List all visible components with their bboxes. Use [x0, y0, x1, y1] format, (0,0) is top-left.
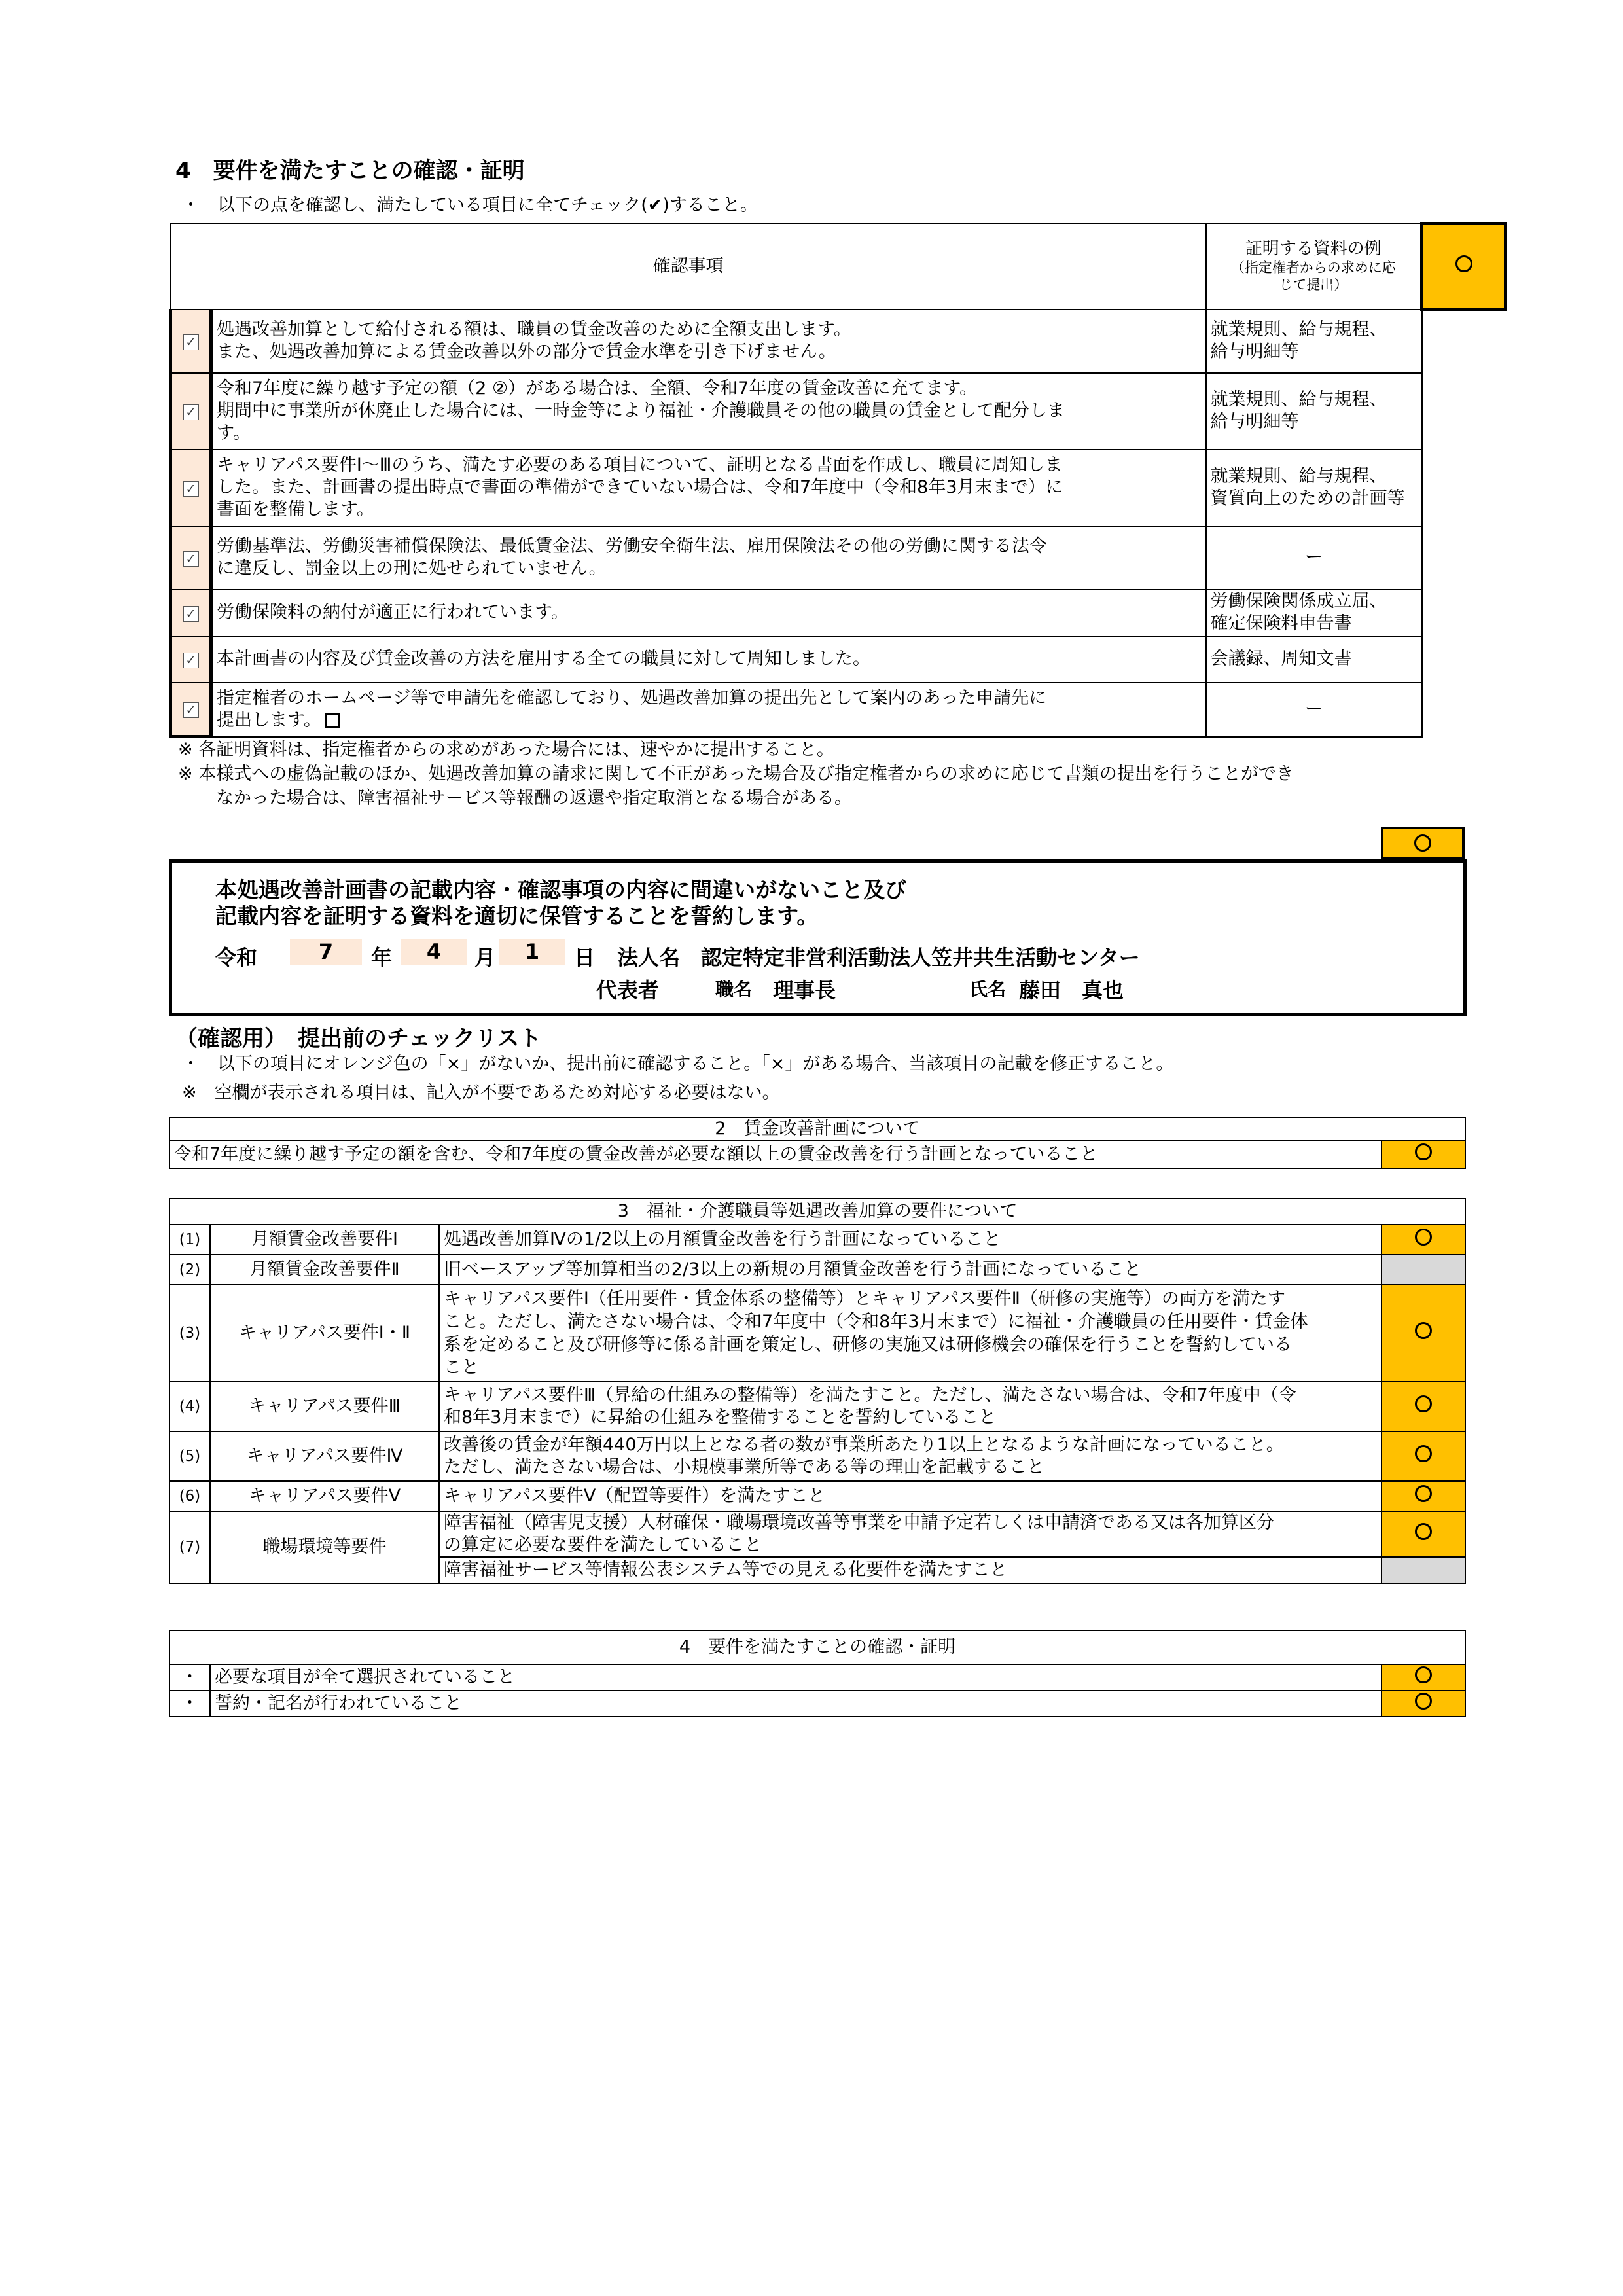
row-result: [1382, 1382, 1465, 1431]
confirm-item: 本計画書の内容及び賃金改善の方法を雇用する全ての職員に対して周知しました。: [211, 636, 1206, 683]
sec4-result: [1382, 1664, 1465, 1691]
sec4-item: 必要な項目が全て選択されていること: [210, 1664, 1382, 1691]
pledge-line-1: 本処遇改善計画書の記載内容・確認事項の内容に間違いがないこと及び: [215, 877, 906, 903]
row-desc: キャリアパス要件Ⅲ（昇給の仕組みの整備等）を満たすこと。ただし、満たさない場合は、令和7年度中（令 和8年3月末まで）に昇給の仕組みを整備することを誓約していること: [439, 1382, 1382, 1431]
pledge-line-2: 記載内容を証明する資料を適切に保管することを誓約します。: [215, 903, 819, 929]
month-label: 月: [474, 945, 496, 970]
row-label: 月額賃金改善要件Ⅰ: [210, 1225, 439, 1255]
row-result: [1382, 1225, 1465, 1255]
section-intro: ・ 以下の点を確認し、満たしている項目に全てチェック(✔)すること。: [182, 195, 758, 215]
circle-icon: [1415, 1666, 1432, 1683]
row-result-empty: [1382, 1557, 1465, 1583]
doc-example: 就業規則、給与規程、 給与明細等: [1206, 373, 1422, 450]
sec4-result: [1382, 1691, 1465, 1717]
checklist-title: （確認用） 提出前のチェックリスト: [175, 1026, 542, 1052]
row-label: キャリアパス要件Ⅰ・Ⅱ: [210, 1285, 439, 1382]
checkbox[interactable]: ✓: [183, 481, 199, 497]
sec2-title: 2 賃金改善計画について: [169, 1117, 1465, 1141]
sec4-title: 4 要件を満たすことの確認・証明: [169, 1630, 1465, 1664]
note-3: なかった場合は、障害福祉サービス等報酬の返還や指定取消となる場合がある。: [216, 788, 852, 808]
check-cell[interactable]: [171, 310, 211, 373]
checklist-sec3: [169, 1198, 1466, 1584]
header-item: 確認事項: [171, 224, 1206, 310]
checklist-note-1: ・ 以下の項目にオレンジ色の「×」がないか、提出前に確認すること。「×」がある場合、当該項目の記載を修正すること。: [182, 1054, 1174, 1074]
year-field[interactable]: 7: [290, 939, 362, 965]
row-label: 月額賃金改善要件Ⅱ: [210, 1255, 439, 1285]
check-cell[interactable]: [171, 590, 211, 636]
confirmation-table: [169, 222, 1507, 738]
circle-icon: [1415, 1322, 1432, 1339]
row-result: [1382, 1511, 1465, 1557]
row-desc: 障害福祉サービス等情報公表システム等での見える化要件を満たすこと: [439, 1557, 1382, 1583]
check-cell[interactable]: [171, 450, 211, 526]
row-label: キャリアパス要件Ⅲ: [210, 1382, 439, 1431]
doc-example: 就業規則、給与規程、 給与明細等: [1206, 310, 1422, 373]
rep-label: 代表者: [596, 978, 660, 1003]
sec4-item: 誓約・記名が行われていること: [210, 1691, 1382, 1717]
circle-icon: [1415, 1523, 1432, 1540]
row-desc: キャリアパス要件Ⅴ（配置等要件）を満たすこと: [439, 1481, 1382, 1511]
check-cell[interactable]: [171, 373, 211, 450]
day-label: 日: [574, 945, 596, 970]
row-desc: 旧ベースアップ等加算相当の2/3以上の新規の月額賃金改善を行う計画になっていること: [439, 1255, 1382, 1285]
row-num: (1): [169, 1225, 210, 1255]
row-desc: 処遇改善加算Ⅳの1/2以上の月額賃金改善を行う計画になっていること: [439, 1225, 1382, 1255]
circle-icon: [1414, 834, 1431, 852]
bullet: ・: [169, 1691, 210, 1717]
confirm-item: キャリアパス要件Ⅰ～Ⅲのうち、満たす必要のある項目について、証明となる書面を作成し、職員に周知しま した。また、計画書の提出時点で書面の準備ができていない場合は、令和7年度中（令和8年3月末まで）に 書面を整備します。: [211, 450, 1206, 526]
row-desc: キャリアパス要件Ⅰ（任用要件・賃金体系の整備等）とキャリアパス要件Ⅱ（研修の実施等）の両方を満たす こと。ただし、満たさない場合は、令和7年度中（令和8年3月末まで）に福祉・介護職員の任用要件・賃金体 系を定めること及び研修等に係る計画を策定し、研修の実施又は研修機会の確保を行うことを誓約している こと: [439, 1285, 1382, 1382]
doc-example: 就業規則、給与規程、 資質向上のための計画等: [1206, 450, 1422, 526]
row-num: (4): [169, 1382, 210, 1431]
row-num: (7): [169, 1511, 210, 1583]
check-cell[interactable]: [171, 683, 211, 737]
row-result: [1382, 1431, 1465, 1481]
section-title: 4 要件を満たすことの確認・証明: [175, 158, 525, 184]
row-num: (3): [169, 1285, 210, 1382]
day-field[interactable]: 1: [499, 939, 565, 965]
checkbox[interactable]: ✓: [183, 404, 199, 420]
title-label: 職名: [715, 978, 753, 1000]
row-label: 職場環境等要件: [210, 1511, 439, 1583]
row-result: [1382, 1285, 1465, 1382]
overall-result: [1422, 224, 1506, 310]
doc-example: ー: [1206, 683, 1422, 737]
checkbox[interactable]: ✓: [183, 334, 199, 350]
circle-icon: [1415, 1445, 1432, 1462]
year-label: 年: [371, 945, 393, 970]
title-value[interactable]: 理事長: [773, 978, 836, 1003]
corp-label: 法人名: [617, 945, 681, 970]
sec3-title: 3 福祉・介護職員等処遇改善加算の要件について: [169, 1198, 1465, 1225]
sec2-item: 令和7年度に繰り越す予定の額を含む、令和7年度の賃金改善が必要な額以上の賃金改善を行う計画となっていること: [169, 1141, 1382, 1168]
checklist-note-2: ※ 空欄が表示される項目は、記入が不要であるため対応する必要はない。: [182, 1083, 780, 1103]
square-icon: [325, 713, 340, 728]
sec2-result: [1382, 1141, 1465, 1168]
row-desc: 改善後の賃金が年額440万円以上となる者の数が事業所あたり1以上となるような計画になっていること。 ただし、満たさない場合は、小規模事業所等である等の理由を記載すること: [439, 1431, 1382, 1481]
circle-icon: [1455, 255, 1472, 272]
row-num: (6): [169, 1481, 210, 1511]
confirm-item: 指定権者のホームページ等で申請先を確認しており、処遇改善加算の提出先として案内のあった申請先に 提出します。: [211, 683, 1206, 737]
checkbox[interactable]: ✓: [183, 606, 199, 622]
row-num: (2): [169, 1255, 210, 1285]
pledge-result: [1381, 827, 1465, 859]
circle-icon: [1415, 1229, 1432, 1246]
confirm-item: 労働保険料の納付が適正に行われています。: [211, 590, 1206, 636]
note-2: ※ 本様式への虚偽記載のほか、処遇改善加算の請求に関して不正があった場合及び指定権者からの求めに応じて書類の提出を行うことができ: [178, 764, 1294, 784]
doc-example: ー: [1206, 526, 1422, 590]
confirm-item: 処遇改善加算として給付される額は、職員の賃金改善のために全額支出します。 また、処遇改善加算による賃金改善以外の部分で賃金水準を引き下げません。: [211, 310, 1206, 373]
bullet: ・: [169, 1664, 210, 1691]
confirm-item: 労働基準法、労働災害補償保険法、最低賃金法、労働安全衛生法、雇用保険法その他の労働に関する法令 に違反し、罰金以上の刑に処せられていません。: [211, 526, 1206, 590]
circle-icon: [1415, 1395, 1432, 1412]
name-value[interactable]: 藤田 真也: [1019, 978, 1124, 1003]
confirm-item: 令和7年度に繰り越す予定の額（2 ②）がある場合は、全額、令和7年度の賃金改善に充てます。 期間中に事業所が休廃止した場合には、一時金等により福祉・介護職員その他の職員の賃金として配分しま す。: [211, 373, 1206, 450]
check-cell[interactable]: [171, 526, 211, 590]
pledge-box: [169, 859, 1467, 1016]
checklist-sec2: [169, 1117, 1466, 1169]
circle-icon: [1415, 1485, 1432, 1502]
row-label: キャリアパス要件Ⅳ: [210, 1431, 439, 1481]
row-num: (5): [169, 1431, 210, 1481]
row-result-empty: [1382, 1255, 1465, 1285]
month-field[interactable]: 4: [401, 939, 467, 965]
era-label: 令和: [215, 945, 258, 970]
circle-icon: [1415, 1143, 1432, 1160]
row-label: キャリアパス要件Ⅴ: [210, 1481, 439, 1511]
checkbox[interactable]: ✓: [183, 653, 199, 668]
corp-name[interactable]: 認定特定非営利活動法人笠井共生活動センター: [701, 945, 1140, 970]
checkbox[interactable]: ✓: [183, 702, 199, 718]
circle-icon: [1415, 1693, 1432, 1710]
check-cell[interactable]: [171, 636, 211, 683]
checklist-sec4: [169, 1630, 1466, 1717]
note-1: ※ 各証明資料は、指定権者からの求めがあった場合には、速やかに提出すること。: [178, 740, 834, 760]
name-label: 氏名: [969, 978, 1007, 1000]
row-result: [1382, 1481, 1465, 1511]
checkbox[interactable]: ✓: [183, 551, 199, 567]
row-desc: 障害福祉（障害児支援）人材確保・職場環境改善等事業を申請予定若しくは申請済である又は各加算区分 の算定に必要な要件を満たしていること: [439, 1511, 1382, 1557]
doc-example: 会議録、周知文書: [1206, 636, 1422, 683]
header-doc: 証明する資料の例 （指定権者からの求めに応 じて提出）: [1206, 224, 1422, 310]
doc-example: 労働保険関係成立届、 確定保険料申告書: [1206, 590, 1422, 636]
